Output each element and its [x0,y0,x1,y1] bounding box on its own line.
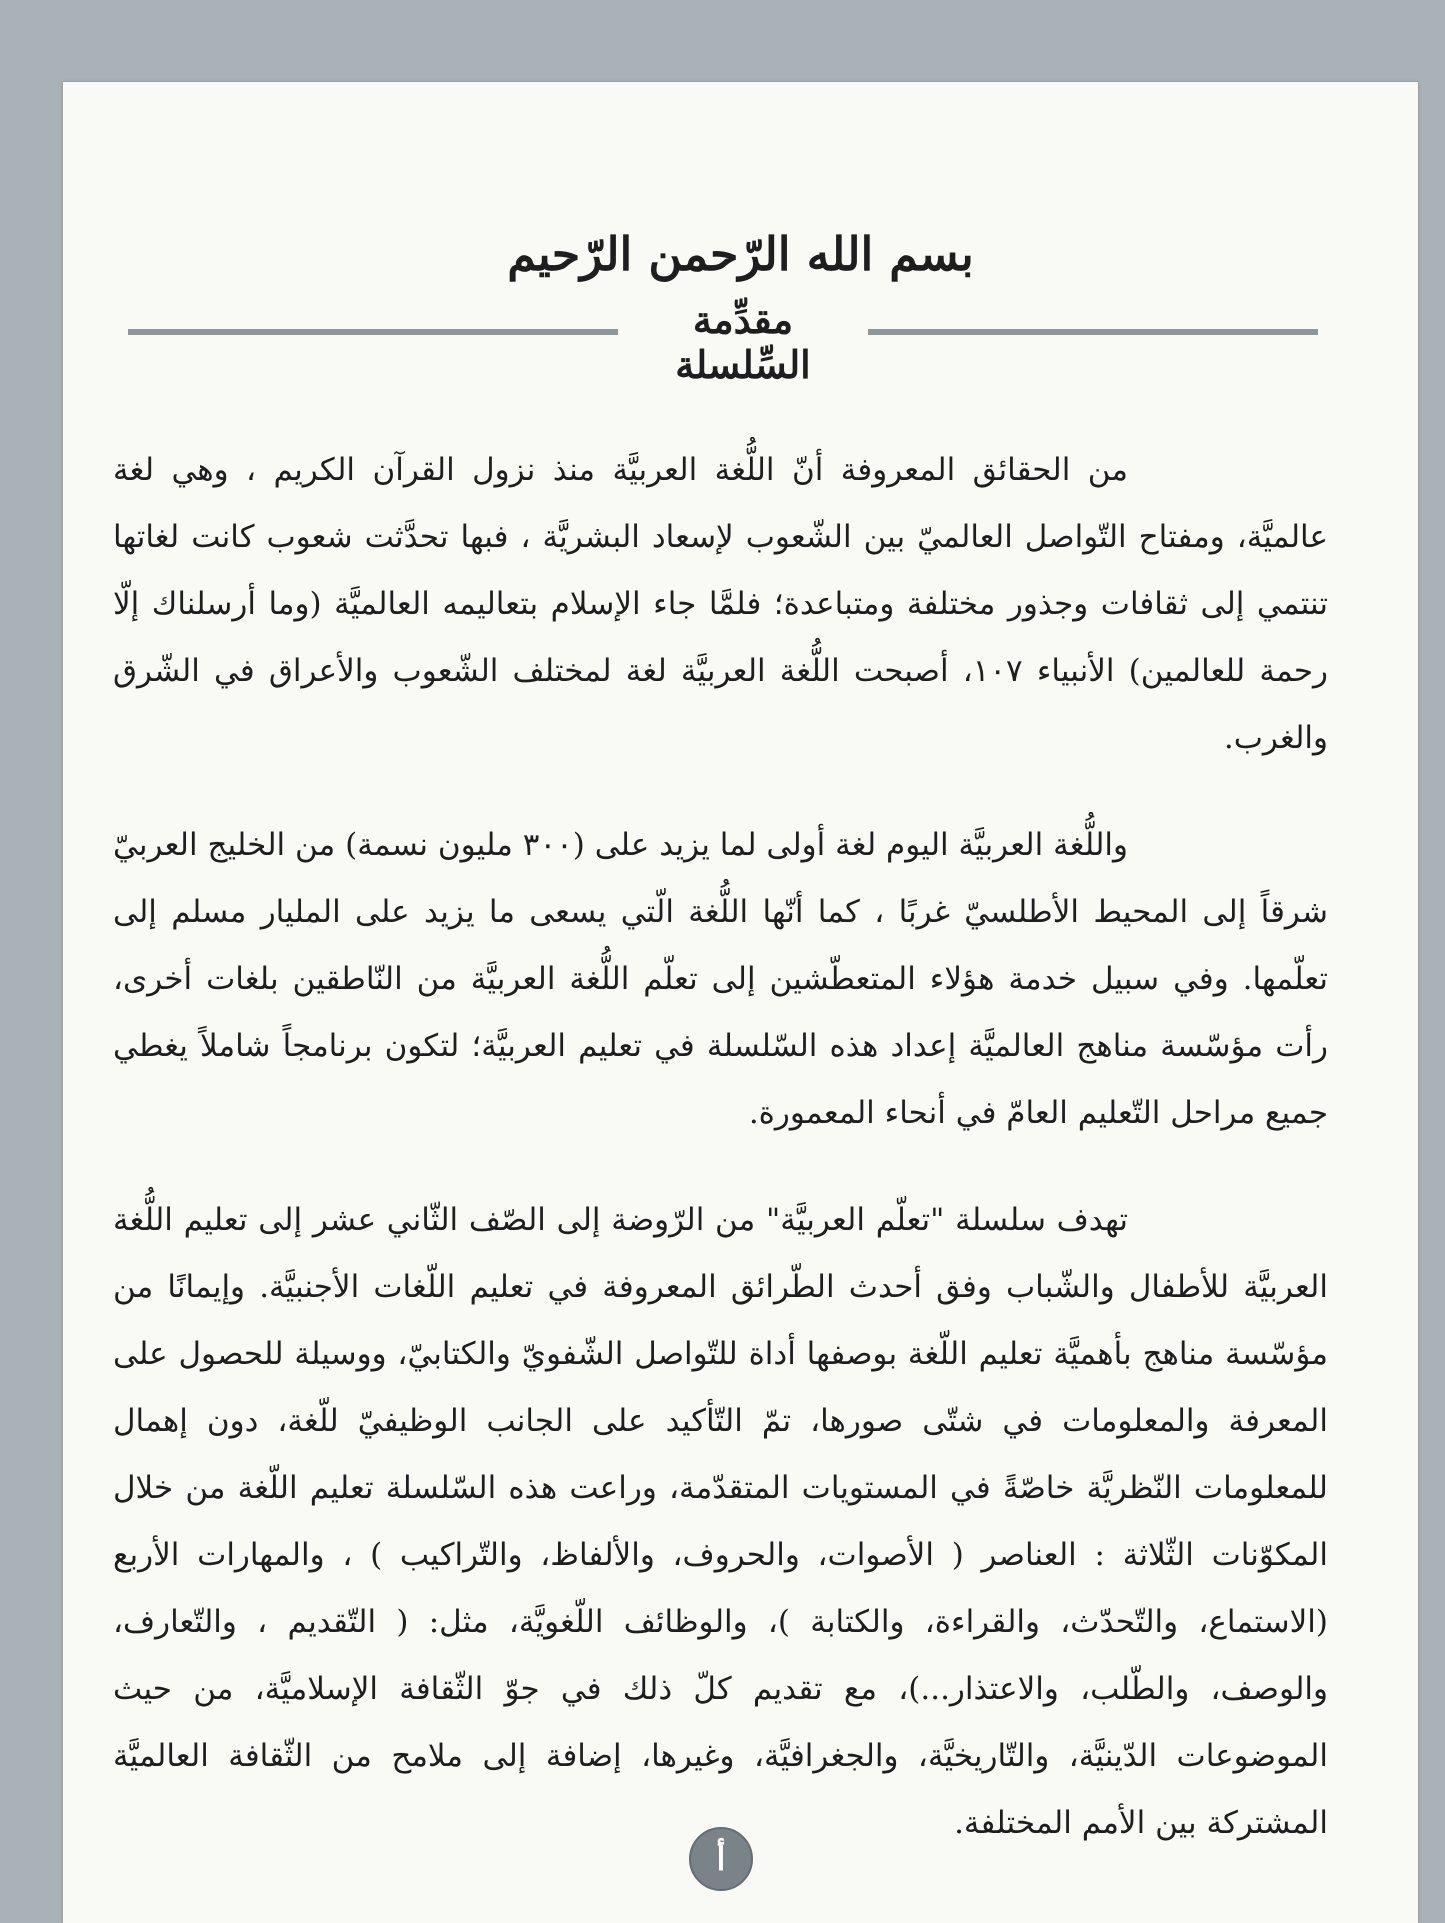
paragraph-1: من الحقائق المعروفة أنّ اللُّغة العربيَّة منذ نزول القرآن الكريم ، وهي لغة عالميَّة، ومفتاح التّواصل العالميّ بين الشّعوب لإسعاد البشريَّة ، فبها تحدَّثت شعوب كانت لغاتها تنتمي إلى ثقافات وجذور مختلفة ومتباعدة؛ فلمَّا جاء الإسلام بتعاليمه العالميَّة (وما أرسلناك إلّا رحمة للعالمين) الأنبياء ١٠٧، أصبحت اللُّغة العربيَّة لغة لمختلف الشّعوب والأعراق في الشّرق والغرب. [113,452,1329,756]
book-page [63,82,1418,1923]
paragraph-2: واللُّغة العربيَّة اليوم لغة أولى لما يزيد على (٣٠٠ مليون نسمة) من الخليج العربيّ شرقاً إلى المحيط الأطلسيّ غربًا ، كما أنّها اللُّغة الّتي يسعى ما يزيد على المليار مسلم إلى تعلّمها. وفي سبيل خدمة هؤلاء المتعطّشين إلى تعلّم اللُّغة العربيَّة من النّاطقين بلغات أخرى، رأت مؤسّسة مناهج العالميَّة إعداد هذه السّلسلة في تعليم العربيَّة؛ لتكون برنامجاً شاملاً يغطي جميع مراحل التّعليم العامّ في أنحاء المعمورة. [113,827,1328,1131]
title-rule-left [128,329,618,335]
section-title-row [128,297,1318,387]
title-rule-right [868,329,1318,335]
introduction-text [113,437,1328,1897]
bismillah-heading: بسم الله الرّحمن الرّحيم [507,227,974,281]
section-title: مقدِّمة السِّلسلة [675,297,811,387]
paragraph-3: تهدف سلسلة "تعلّم العربيَّة" من الرّوضة إلى الصّف الثّاني عشر إلى تعليم اللُّغة العربيَّة للأطفال والشّباب وفق أحدث الطّرائق المعروفة في تعليم اللّغات الأجنبيَّة. وإيمانًا من مؤسّسة مناهج بأهميَّة تعليم اللّغة بوصفها أداة للتّواصل الشّفويّ والكتابيّ، ووسيلة للحصول على المعرفة والمعلومات في شتّى صورها، تمّ التّأكيد على الجانب الوظيفيّ للّغة، دون إهمال للمعلومات النّظريَّة خاصّةً في المستويات المتقدّمة، وراعت هذه السّلسلة تعليم اللّغة من خلال المكوّنات الثّلاثة : العناصر ( الأصوات، والحروف، والألفاظ، والتّراكيب ) ، والمهارات الأربع (الاستماع، والتّحدّث، والقراءة، والكتابة )، والوظائف اللّغويَّة، مثل: ( التّقديم ، والتّعارف، والوصف، والطّلب، والاعتذار...)، مع تقديم كلّ ذلك في جوّ الثّقافة الإسلاميَّة، من حيث الموضوعات الدّينيَّة، والتّاريخيَّة، والجغرافيَّة، وغيرها، إضافة إلى ملامح من الثّقافة العالميَّة المشتركة بين الأمم المختلفة. [113,1202,1328,1841]
page-number-badge: أ [689,1827,753,1891]
